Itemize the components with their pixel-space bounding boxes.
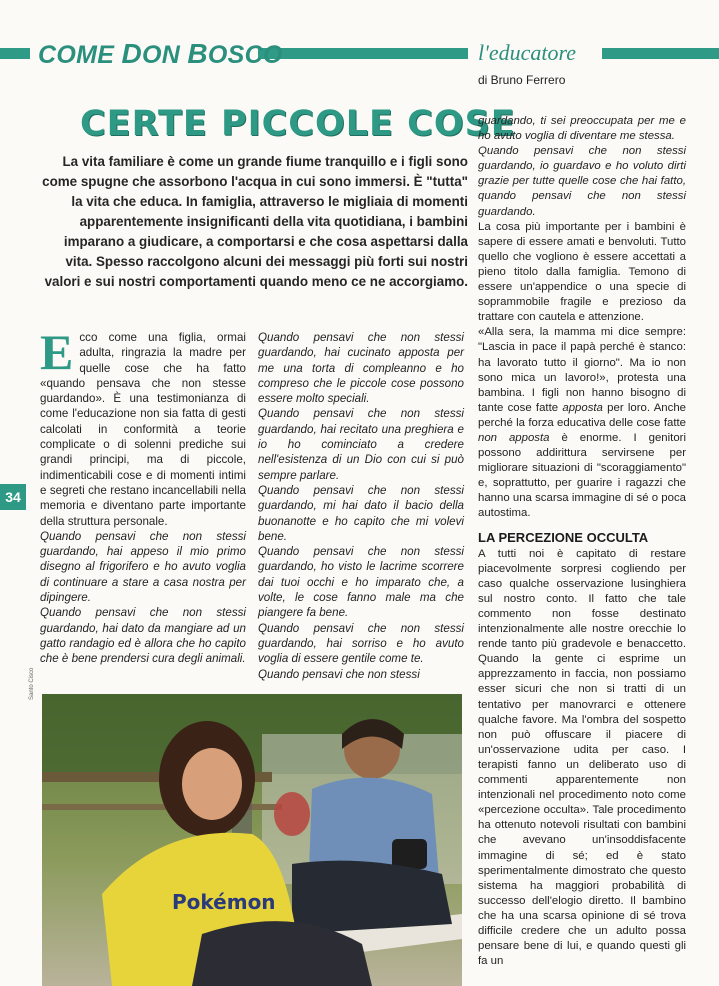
section-title: COME DON BOSCO: [38, 38, 283, 69]
paragraph: cco come una figlia, ormai adulta, ringrazia la madre per quelle cose che ha fatto «quando pensava che non stesse guardando». È una testimonianza di come l'educazione non sia fatta di gesti calcolati in conformità a teorie complicate o di solenni prediche sui grandi principi, ma di piccole, indimenticabili cose e di momenti intimi e segreti che restano incancellabili nella memoria e diventano parte importante della struttura personale.: [40, 331, 246, 528]
paragraph: «Alla sera, la mamma mi dice sempre: "Lascia in pace il papà perché è stanco: ha lavorato tutto il giorno". Ma io non sono mica un lavoro!», protesta una bambina. I figli non hanno bisogno di tante cose fatte apposta per loro. Anche perché la forza educativa delle cose fatte non apposta è enorme. I genitori possono addirittura servirsene per migliorare situazioni di "scoraggiamento" e, soprattutto, per guarire i ragazzi che hanno una scarsa immagine di sé o poca autostima.: [478, 326, 686, 520]
byline: di Bruno Ferrero: [478, 73, 566, 87]
paragraph: Quando pensavi che non stessi guardando, ho visto le lacrime scorrere dai tuoi occhi e ho imparato che, a volte, le cose fanno male ma che piangere fa bene.: [258, 545, 464, 620]
paragraph: Quando pensavi che non stessi guardando, hai recitato una preghiera e io ho cominciato a credere nell'esistenza di un Dio con cui si può sempre parlare.: [258, 407, 464, 482]
paragraph: Quando pensavi che non stessi guardando, mi hai dato il bacio della buonanotte e ho capito che mi volevi bene.: [258, 483, 464, 543]
header-rule-left: [0, 48, 30, 59]
column-label: l'educatore: [478, 40, 576, 65]
paragraph: Quando pensavi che non stessi guardando, hai cucinato apposta per me una torta di compleanno e ho compreso che le piccole cose possono essere molto speciali.: [258, 331, 464, 406]
paragraph: Quando pensavi che non stessi guardando, io guardavo e ho voluto dirti grazie per tutte quelle cose che hai fatto, quando pensavi che non stessi guardando.: [478, 145, 686, 218]
paragraph: Quando pensavi che non stessi guardando, hai dato da mangiare ad un gatto randagio ed è allora che ho capito che è bene prendersi cura degli animali.: [40, 606, 246, 666]
page-number: 34: [0, 484, 26, 510]
header-rule-mid: [258, 48, 468, 59]
paragraph: A tutti noi è capitato di restare piacevolmente sorpresi cogliendo per caso qualche osservazione lusinghiera sul nostro conto. Il fatto che tale commento non fosse destinato intenzionalmente alle nostre orecchie lo rende tanto più gradevole e benaccetto. Quando la gente ci esprime un apprezzamento in faccia, non possiamo esser sicuri che non si tratti di un tentativo per manovrarci e ottenere qualche favore. Ma l'ombra del sospetto non può offuscare il piacere di un'osservazione udita per caso. I terapisti fanno un deliberato uso di commenti apparentemente non intenzionali nel procedimento noto come «percezione occulta». Tale procedimento ha ottenuto notevoli risultati con bambini che avevano un'insoddisfacente immagine di sé; ed è stato sperimentalmente dimostrato che questo sistema ha maggiori probabilità di successo dell'elogio diretto. Il bambino che ha una scarsa opinione di sé trova difficile credere che un adulto possa pensare bene di lui, e quando questi gli fa un: [478, 547, 686, 968]
paragraph: guardando, ti sei preoccupata per me e ho avuto voglia di diventare me stessa.: [478, 115, 686, 143]
drop-cap: E: [40, 324, 74, 380]
column-3: [478, 114, 686, 969]
article-title: CERTE PICCOLE COSE: [80, 104, 516, 144]
paragraph: Quando pensavi che non stessi: [258, 667, 420, 681]
article-intro: La vita familiare è come un grande fiume tranquillo e i figli sono come spugne che assorbono l'acqua in cui sono immersi. È "tutta" la vita che educa. In famiglia, attraverso le migliaia di momenti apparentemente insignificanti della vita quotidiana, i bambini imparano a giudicare, a comportarsi e che cosa aspettarsi dalla vita. Spesso raccolgono alcuni dei messaggi più forti sui nostri valori e sui nostri comportamenti quando meno ce ne accorgiamo.: [42, 154, 468, 289]
paragraph: Quando pensavi che non stessi guardando, hai appeso il mio primo disegno al frigorifero e ho avuto voglia di continuare a stare a casa nostra per dipingere.: [40, 529, 246, 605]
column-2: [258, 330, 464, 682]
paragraph: Quando pensavi che non stessi guardando, hai sorriso e ho avuto voglia di essere gentile come te.: [258, 621, 464, 666]
photo-credit: Santo Cisco: [29, 667, 35, 700]
header-rule-right: [602, 48, 719, 59]
shirt-text: Pokémon: [172, 890, 276, 914]
paragraph: La cosa più importante per i bambini è sapere di essere amati e benvoluti. Tutto quello che vogliono è essere accettati a pieno titolo dalla famiglia. Temono di essere un'appendice o una specie di soprammobile fragile e prezioso da trattare con cautela e attenzione.: [478, 220, 686, 324]
section-subheading: LA PERCEZIONE OCCULTA: [478, 529, 649, 545]
article-photo: [42, 694, 462, 986]
column-1: [40, 324, 246, 667]
photo-illustration: [42, 694, 462, 986]
